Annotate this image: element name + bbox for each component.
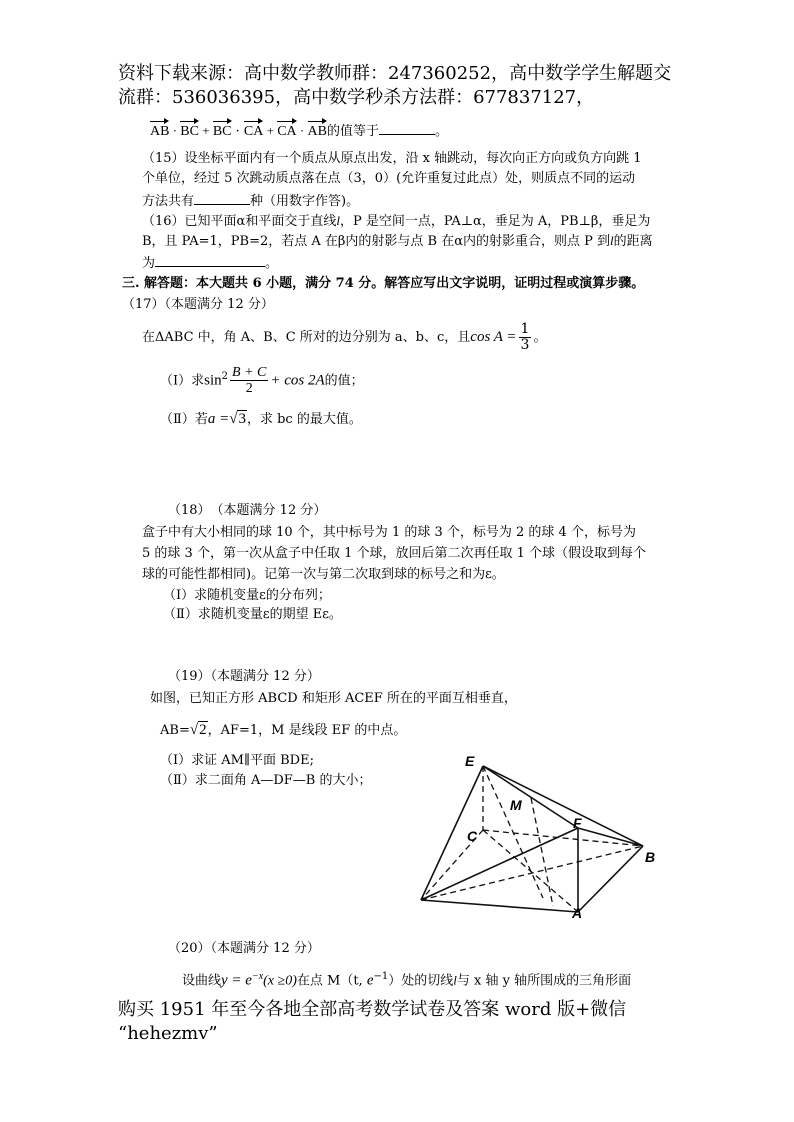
q20-title: （20）（本题满分 12 分） [168, 941, 320, 956]
q14-line: AB · BC + BC · CA + CA · AB的值等于 。 [150, 120, 448, 140]
q17-stem-text: 在ΔABC 中，角 A、B、C 所对的边分别为 a、b、c，且 [142, 330, 471, 345]
figure-solid-edges [421, 766, 643, 912]
q18-line-1: 盒子中有大小相同的球 10 个，其中标号为 1 的球 3 个，标号为 2 的球 4 个，标号为 [142, 525, 636, 540]
q17-half-angle-fraction: $\frac{B + C}{2}$ [232, 365, 267, 397]
label-b: B [645, 849, 656, 865]
label-e: E [465, 753, 475, 769]
q16-line-1 [142, 212, 650, 230]
q17-part-2: （Ⅱ）若a =√3，求 bc 的最大值。 [160, 408, 362, 430]
figure-hidden-edges [421, 766, 643, 912]
q14-end: 。 [434, 124, 448, 139]
q16-answer-blank [155, 252, 265, 267]
label-a: A [572, 905, 583, 918]
q16-var-l-2: l [610, 233, 614, 248]
vector-bc: BC [180, 124, 199, 139]
header-line-2: 流群：536036395，高中数学秒杀方法群：677837127， [118, 87, 595, 108]
q17-cos-a: cos A = [470, 329, 517, 345]
q15-line-2: 个单位，经过 5 次跳动质点落在点（3，0）(允许重复过此点）处，则质点不同的运动 [142, 171, 636, 186]
q19-title: （19）（本题满分 12 分） [168, 669, 320, 684]
q17-part-1-label: （Ⅰ）求 [160, 373, 205, 389]
header-line-1: 资料下载来源：高中数学教师群：247360252，高中数学学生解题交 [118, 63, 672, 84]
footer-line-1: 购买 1951 年至今各地全部高考数学试卷及答案 word 版+微信 [118, 999, 627, 1020]
q15-answer-blank [194, 190, 250, 205]
q19-line-2: AB=√2，AF=1，M 是线段 EF 的中点。 [160, 718, 406, 742]
q17-fraction: $\frac{1}{3}$ [520, 321, 530, 353]
q16-line-2a: B，且 PA=1，PB=2，若点 A 在β内的射影与点 B 在α内的射影重合，则点 P 到 [142, 234, 611, 249]
q19-part-1: （Ⅰ）求证 AM∥平面 BDE; [160, 753, 314, 768]
q16-line-3b: 。 [265, 256, 279, 271]
q17-part-1: （Ⅰ）求$\sin^2$ $\frac{B + C}{2}$ + cos 2A的值； [160, 365, 364, 397]
vector-ca-2: CA [277, 124, 297, 139]
section-3-heading: 三. 解答题：本大题共 6 小题，满分 74 分。解答应写出文字说明，证明过程或演算步骤。 [122, 276, 645, 291]
sqrt-symbol-2: √2 [189, 722, 207, 738]
label-f: F [573, 815, 582, 831]
sqrt-symbol: √3 [229, 411, 246, 427]
footer-line-2: “hehezmv” [118, 1023, 218, 1044]
q17-stem-end: 。 [533, 330, 547, 345]
vector-ab-2: AB [307, 124, 327, 139]
q17-stem [142, 321, 547, 353]
q16-line-2b: 的距离 [613, 234, 653, 249]
q18-line-3: 球的可能性都相同)。记第一次与第二次取到球的标号之和为ε。 [142, 567, 505, 582]
q15-line-3b: 种（用数字作答)。 [250, 194, 360, 209]
label-c: C [467, 828, 478, 844]
q17-part-2-label: （Ⅱ）若 [160, 412, 208, 427]
q15-line-1: （15）设坐标平面内有一个质点从原点出发，沿 x 轴跳动，每次向正方向或负方向跳 1 [142, 151, 642, 166]
q17-title: （17）（本题满分 12 分） [122, 297, 274, 312]
solid-geometry-figure [413, 748, 663, 918]
vector-ca: CA [243, 124, 264, 139]
vector-bc-2: BC [212, 124, 232, 139]
q16-line-3a: 为 [142, 256, 156, 271]
q18-part-1: （Ⅰ）求随机变量ε的分布列； [163, 588, 331, 603]
label-m: M [510, 797, 522, 813]
q18-line-2: 5 的球 3 个，第一次从盒子中任取 1 个球，放回后第二次再任取 1 个球（假设取到每个 [142, 546, 647, 561]
q18-title: （18） （本题满分 12 分） [168, 503, 327, 518]
q20-line-1: 设曲线$y = e^{-x}(x \ge 0)$在点 M（t, $e^{-1}$）处的切线l与 x 轴 y 轴所围成的三角形面 [182, 971, 632, 989]
q16-line-2 [142, 232, 653, 250]
q16-var-l: l [336, 213, 340, 228]
q18-part-2: （Ⅱ）求随机变量ε的期望 Eε。 [163, 607, 342, 622]
q16-line-3 [142, 252, 278, 272]
vector-ab: AB [150, 124, 170, 139]
q19-line-1: 如图，已知正方形 ABCD 和矩形 ACEF 所在的平面互相垂直， [150, 691, 517, 706]
q15-line-3 [142, 190, 359, 210]
q14-suffix: 的值等于 [326, 124, 379, 139]
q16-line-1a: （16）已知平面α和平面交于直线 [142, 214, 337, 229]
q15-line-3a: 方法共有 [142, 194, 195, 209]
q16-line-1b: ，P 是空间一点，PA⊥α，垂足为 A，PB⊥β，垂足为 [339, 214, 651, 229]
q19-part-2: （Ⅱ）求二面角 A—DF—B 的大小； [160, 773, 372, 788]
q14-answer-blank [379, 120, 435, 135]
